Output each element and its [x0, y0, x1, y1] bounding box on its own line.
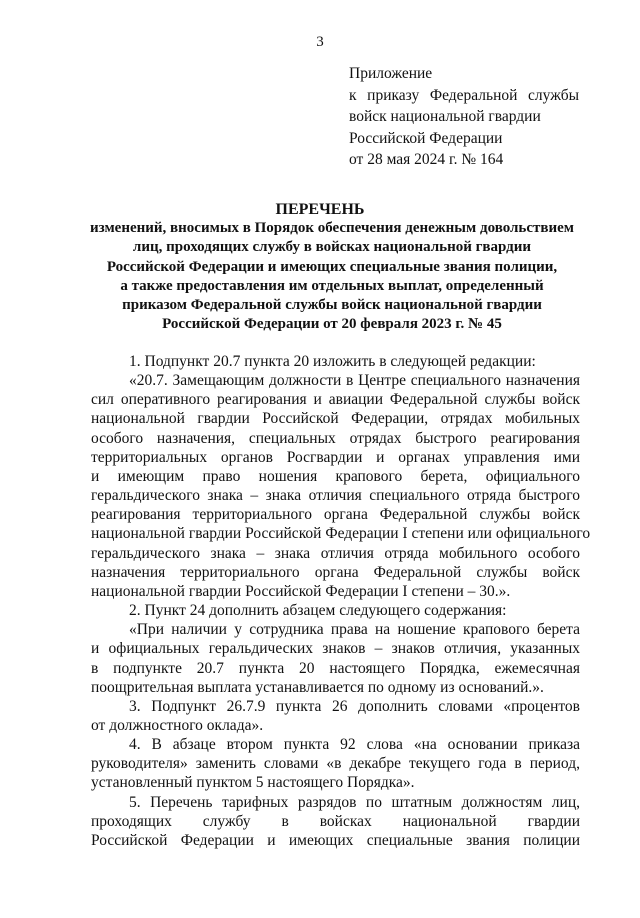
paragraph-5-line: 3. Подпункт 26.7.9 пункта 26 дополнить словами «процентов [129, 697, 580, 715]
page-number: 3 [316, 34, 324, 50]
document-body [91, 352, 591, 850]
paragraph-2-line: национальной гвардии Российской Федерации I степени – 30.». [91, 582, 511, 600]
appendix-line: от 28 мая 2024 г. № 164 [349, 151, 504, 168]
appendix-line: Приложение [349, 65, 433, 82]
subtitle-line: Российской Федерации и имеющих специальные звания полиции, [106, 258, 558, 275]
paragraph-2-line: особого назначения, специальных отрядах быстрого реагирования [91, 429, 580, 447]
appendix-line: к приказу Федеральной службы [349, 86, 579, 104]
subtitle-line: Российской Федерации от 20 февраля 2023 г. № 45 [162, 316, 502, 333]
paragraph-2-line: территориальных органов Росгвардии и органах управления ими [91, 448, 580, 466]
paragraph-4-line: в подпункте 20.7 пункта 20 настоящего Порядка, ежемесячная [91, 659, 580, 677]
paragraph-1-line: 1. Подпункт 20.7 пункта 20 изложить в следующей редакции: [129, 353, 536, 370]
paragraph-2-line: назначения территориального органа Федеральной службы войск [91, 563, 580, 581]
document-subtitle [84, 219, 580, 335]
paragraph-2-line: реагирования территориального органа Федеральной службы войск [91, 506, 580, 524]
paragraph-6-line: 4. В абзаце втором пункта 92 слова «на основании приказа [129, 736, 580, 754]
paragraph-2-line: национальной гвардии Российской Федерации I степени или официального [91, 525, 591, 543]
subtitle-line: лиц, проходящих службу в войсках национальной гвардии [132, 239, 532, 256]
paragraph-7-line: проходящих службу в войсках национальной гвардии [91, 812, 580, 830]
paragraph-4-line: «При наличии у сотрудника права на ношение крапового берета [129, 621, 580, 639]
paragraph-3-line: 2. Пункт 24 дополнить абзацем следующего содержания: [129, 602, 507, 620]
paragraph-6-line: установленный пунктом 5 настоящего Порядка». [91, 774, 415, 792]
document-title: ПЕРЕЧЕНЬ [275, 201, 365, 218]
paragraph-2-line: сил оперативного реагирования и авиации Федеральной службы войск [91, 391, 580, 409]
paragraph-2-line: и имеющим право ношения крапового берета, официального [91, 467, 580, 485]
paragraph-7-line: 5. Перечень тарифных разрядов по штатным должностям лиц, [129, 793, 580, 811]
subtitle-line: приказом Федеральной службы войск национальной гвардии [122, 297, 542, 314]
paragraph-4-line: и официальных геральдических знаков – знаков отличия, указанных [91, 640, 580, 658]
appendix-line: Российской Федерации [349, 129, 503, 147]
paragraph-2-line: геральдического знака – знака отличия специального отряда быстрого [91, 487, 580, 505]
paragraph-7-line: Российской Федерации и имеющих специальные звания полиции [91, 831, 580, 849]
paragraph-5-line: от должностного оклада». [91, 716, 264, 734]
appendix-line: войск национальной гвардии [349, 108, 541, 125]
paragraph-4-line: поощрительная выплата устанавливается по одному из оснований.». [91, 678, 544, 696]
paragraph-2-line: национальной гвардии Российской Федерации, отрядах мобильных [91, 410, 580, 428]
paragraph-6-line: руководителя» заменить словами «в декабре текущего года в период, [91, 755, 580, 773]
subtitle-line: а также предоставления им отдельных выплат, определенный [120, 277, 544, 294]
paragraph-2-line: геральдического знака – знака отличия отряда мобильного особого [91, 544, 580, 562]
appendix-block [349, 63, 579, 171]
subtitle-line: изменений, вносимых в Порядок обеспечения денежным довольствием [90, 220, 574, 236]
paragraph-2-line: «20.7. Замещающим должности в Центре специального назначения [129, 372, 580, 390]
